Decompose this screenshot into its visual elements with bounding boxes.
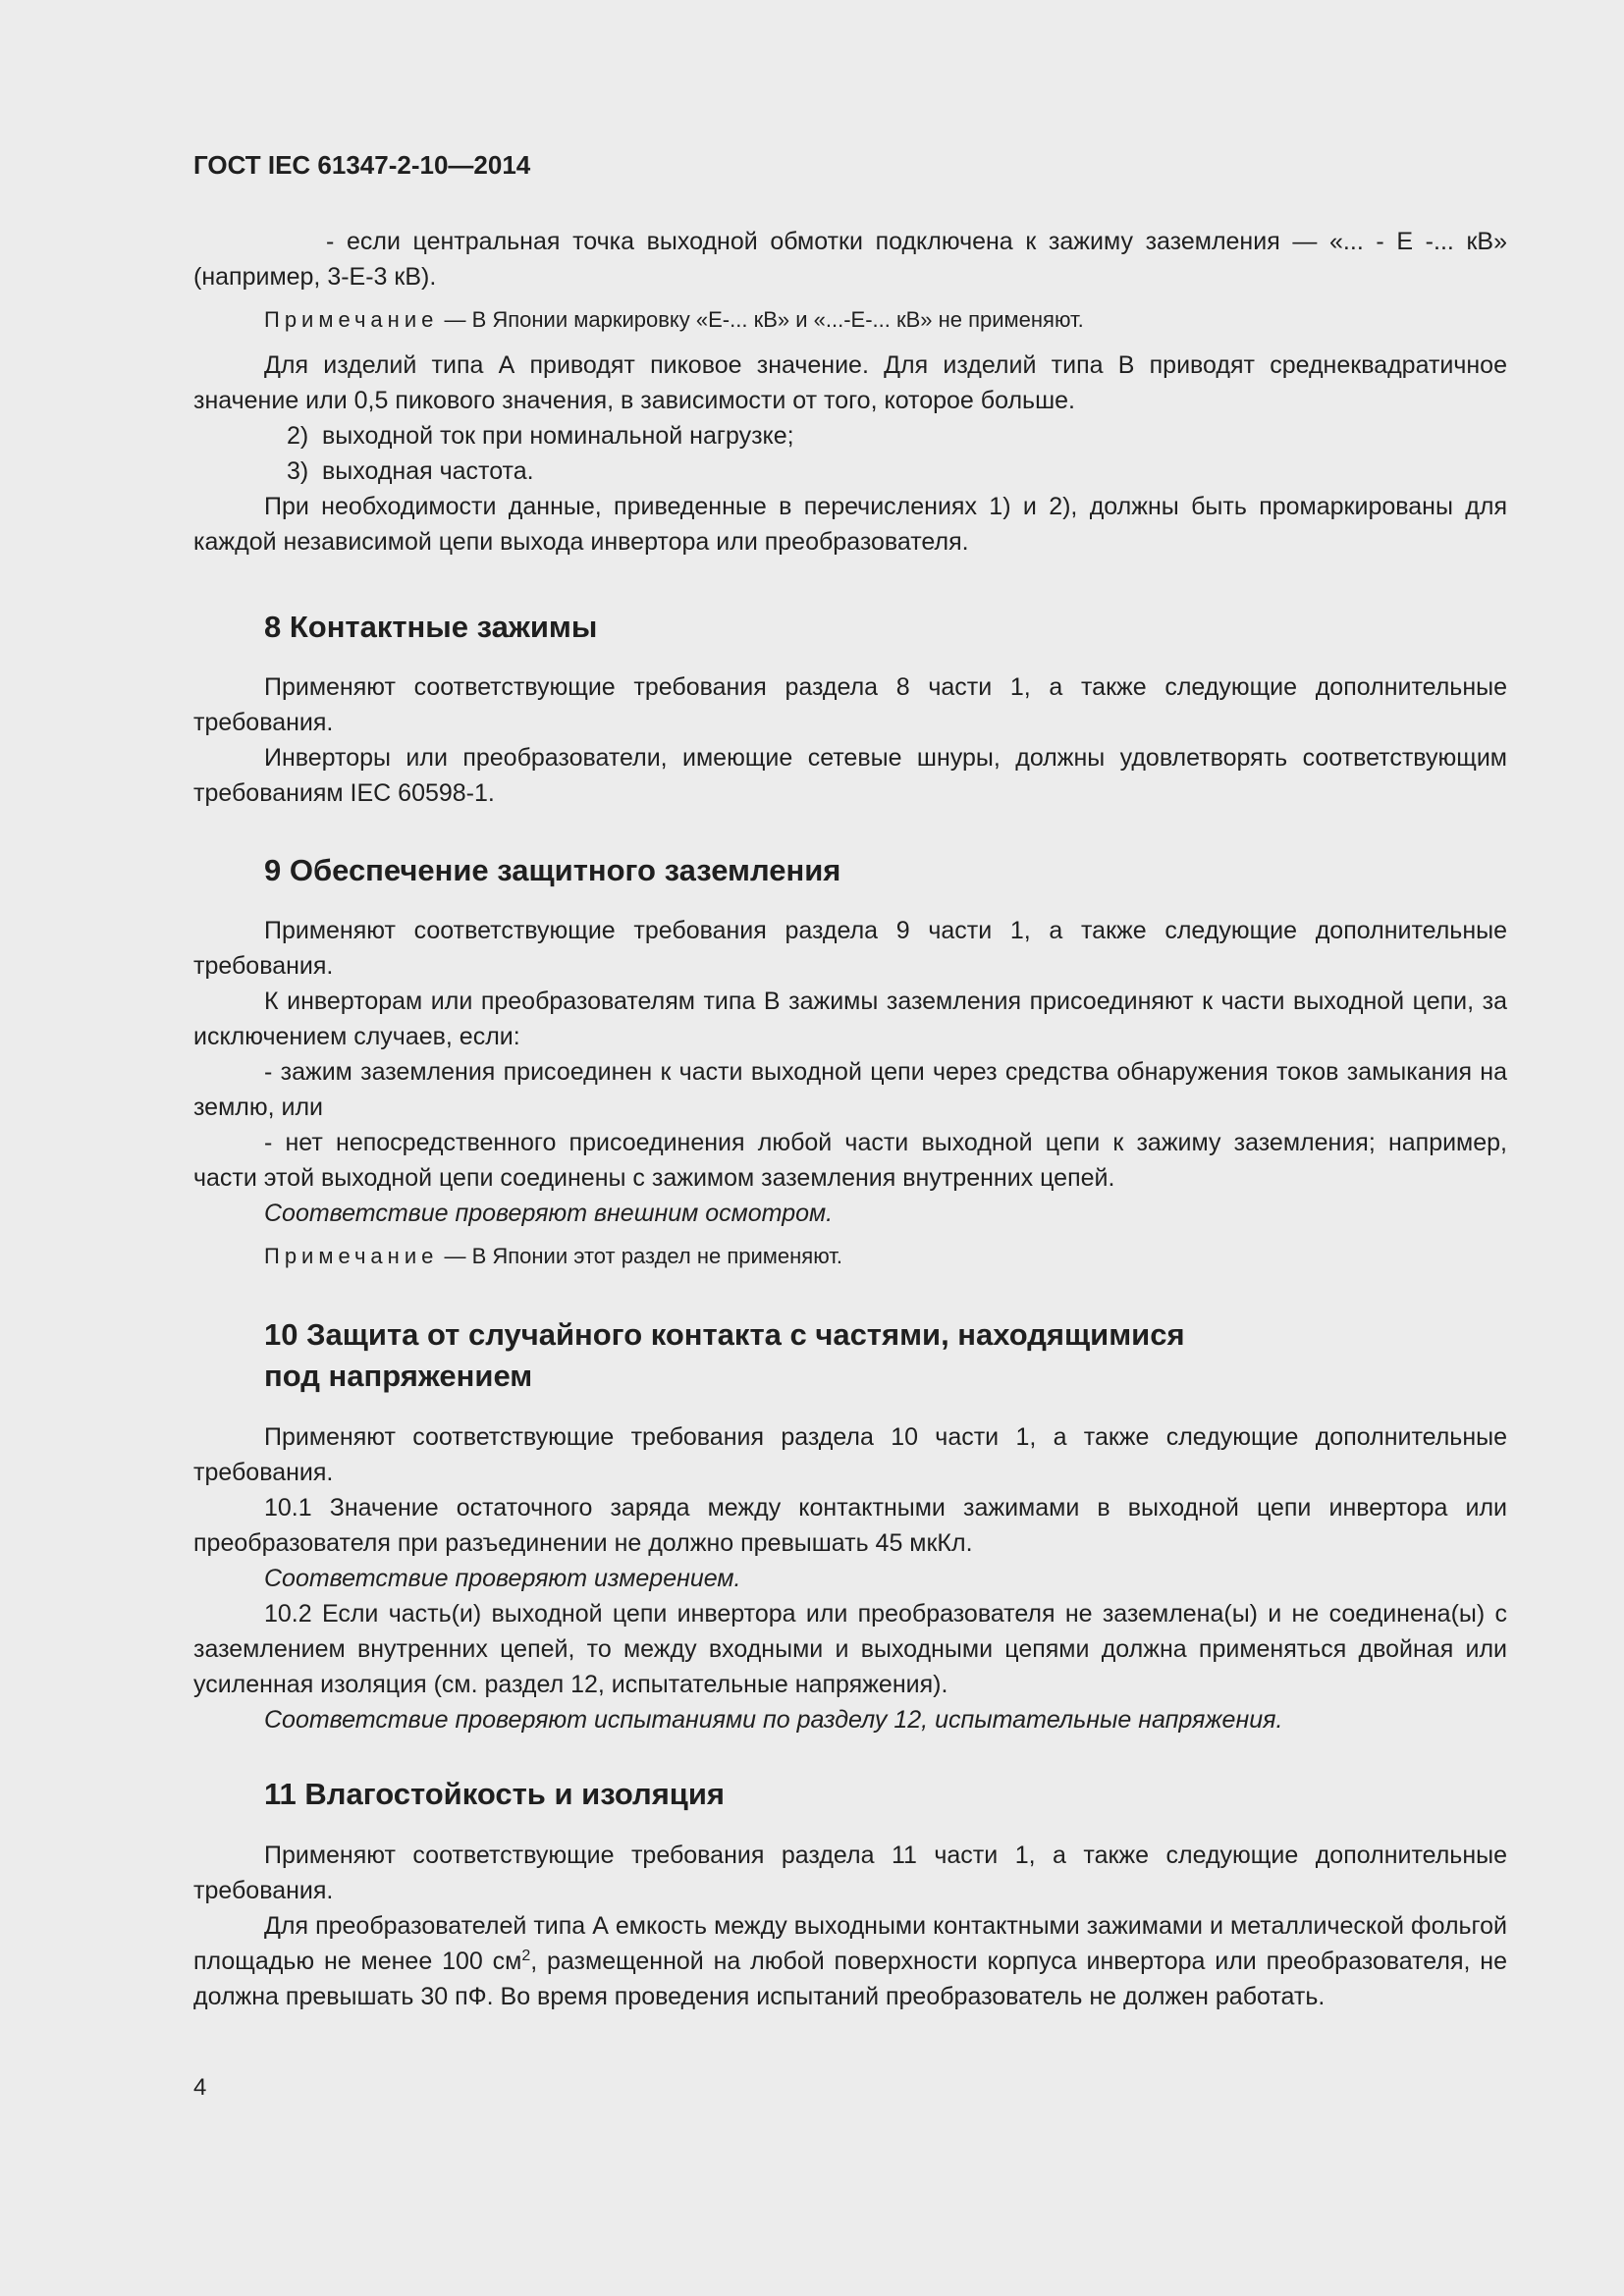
paragraph-text: Для преобразователей типа А емкость между выходными контактными зажимами и металлической фольгой площадью не менее 100 см: [193, 1912, 1507, 1975]
section-8-title: 8 Контактные зажимы: [264, 610, 598, 644]
list-number: 2): [287, 422, 309, 450]
paragraph-text: , размещенной на любой поверхности корпуса инвертора или преобразователя, не должна превышать 30 пФ. Во время проведения испытаний преобразователь не должен работать.: [193, 1948, 1507, 2010]
paragraph: Применяют соответствующие требования раздела 9 части 1, а также следующие дополнительные требования.: [193, 917, 1507, 980]
document-header: ГОСТ IEC 61347-2-10—2014: [193, 150, 531, 180]
paragraph: 10.2 Если часть(и) выходной цепи инвертора или преобразователя не заземлена(ы) и не соединена(ы) с заземлением внутренних цепей, то между входными и выходными цепями должна применяться двойная или усиленная изоляция (см. раздел 12, испытательные напряжения).: [193, 1600, 1507, 1698]
paragraph: Применяют соответствующие требования раздела 11 части 1, а также следующие дополнительные требования.: [193, 1842, 1507, 1904]
section-10-title-line1: 10 Защита от случайного контакта с частями, находящимися: [264, 1317, 1185, 1352]
conformity-text: Соответствие проверяют испытаниями по разделу 12, испытательные напряжения.: [264, 1706, 1283, 1734]
conformity-text: Соответствие проверяют внешним осмотром.: [264, 1200, 834, 1227]
section-11-title: 11 Влагостойкость и изоляция: [264, 1777, 725, 1811]
paragraph: - если центральная точка выходной обмотки подключена к зажиму заземления — «... - Е -... кВ» (например, 3-Е-3 кВ).: [193, 228, 1507, 291]
paragraph: При необходимости данные, приведенные в перечислениях 1) и 2), должны быть промаркированы для каждой независимой цепи выхода инвертора или преобразователя.: [193, 493, 1507, 556]
note-text: — В Японии маркировку «Е-... кВ» и «...-Е-... кВ» не применяют.: [438, 307, 1084, 332]
paragraph: [193, 1908, 1507, 2014]
note-text: — В Японии этот раздел не применяют.: [438, 1244, 842, 1268]
section-9-body: [193, 913, 1507, 1272]
paragraph: - зажим заземления присоединен к части выходной цепи через средства обнаружения токов замыкания на землю, или: [193, 1058, 1507, 1121]
paragraph: К инверторам или преобразователям типа В зажимы заземления присоединяют к части выходной цепи, за исключением случаев, если:: [193, 988, 1507, 1050]
note: [193, 304, 1507, 336]
paragraph: Применяют соответствующие требования раздела 8 части 1, а также следующие дополнительные требования.: [193, 673, 1507, 736]
section-11-body: [193, 1838, 1507, 2014]
paragraph: Для изделий типа А приводят пиковое значение. Для изделий типа В приводят среднеквадратичное значение или 0,5 пикового значения, в зависимости от того, которое больше.: [193, 351, 1507, 414]
superscript: 2: [521, 1948, 531, 1964]
list-item: [193, 454, 1507, 489]
section-8-body: [193, 669, 1507, 811]
note-label: Примечание: [264, 1244, 439, 1268]
list-text: выходной ток при номинальной нагрузке;: [322, 422, 794, 450]
intro-section: [193, 224, 1507, 560]
section-10-title: [264, 1314, 1185, 1397]
list-text: выходная частота.: [322, 457, 534, 485]
paragraph: 10.1 Значение остаточного заряда между контактными зажимами в выходной цепи инвертора или преобразователя при разъединении не должно превышать 45 мкКл.: [193, 1494, 1507, 1557]
list-number: 3): [287, 457, 309, 485]
conformity-text: Соответствие проверяют измерением.: [264, 1565, 741, 1592]
section-10-title-line2: под напряжением: [264, 1359, 533, 1393]
section-9-title: 9 Обеспечение защитного заземления: [264, 853, 841, 887]
page-number: 4: [193, 2074, 207, 2101]
note: [193, 1241, 1507, 1272]
section-10-body: [193, 1419, 1507, 1737]
paragraph: Применяют соответствующие требования раздела 10 части 1, а также следующие дополнительные требования.: [193, 1423, 1507, 1486]
paragraph: Инверторы или преобразователи, имеющие сетевые шнуры, должны удовлетворять соответствующим требованиям IEC 60598-1.: [193, 744, 1507, 807]
note-label: Примечание: [264, 307, 439, 332]
list-item: [193, 418, 1507, 454]
paragraph: - нет непосредственного присоединения любой части выходной цепи к зажиму заземления; например, части этой выходной цепи соединены с зажимом заземления внутренних цепей.: [193, 1129, 1507, 1192]
